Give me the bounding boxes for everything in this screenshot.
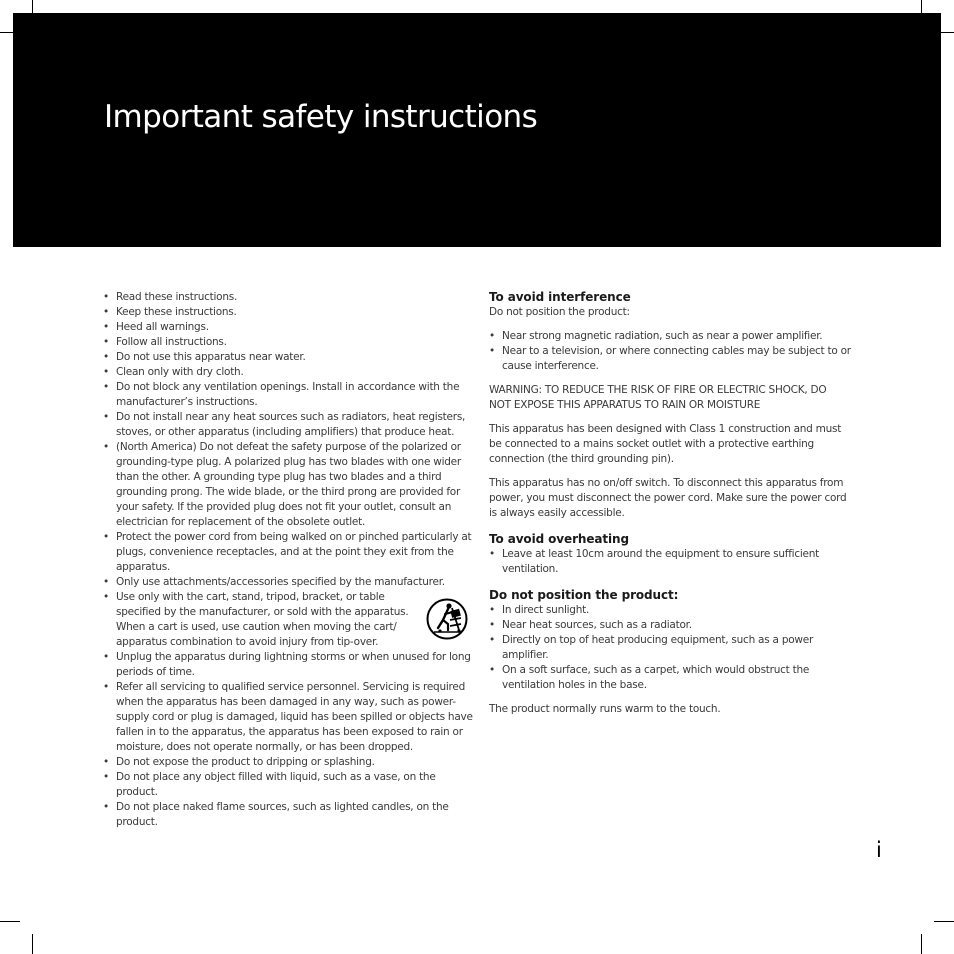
list-item: • Do not install near any heat sources such as radiators, heat registers, stoves, or other apparatus (including amplifiers) that produce heat. (103, 410, 473, 440)
position-list (489, 603, 851, 693)
list-item: • Refer all servicing to qualified service personnel. Servicing is required when the apparatus has been damaged in any way, such as power-supply cord or plug is damaged, liquid has been spilled or objects have fallen in to the apparatus, the apparatus has been exposed to rain or moisture, does not operate normally, or has been dropped. (103, 680, 473, 755)
cart-tipover-warning-icon (426, 598, 468, 640)
crop-mark (32, 934, 33, 954)
list-item: • Keep these instructions. (103, 305, 473, 320)
crop-mark (934, 921, 954, 922)
page-title: Important safety instructions (104, 99, 538, 135)
header-banner (13, 13, 941, 247)
list-item-text: Use only with the cart, stand, tripod, bracket, or table specified by the manufacturer, or sold with the apparatus. When a cart is used, use caution when moving the cart/ apparatus combination to avoid injury from tip-over. (116, 591, 409, 648)
crop-mark (921, 934, 922, 954)
interference-list (489, 329, 851, 374)
page-number: i (876, 838, 882, 862)
left-column (103, 290, 473, 830)
list-item-cart (103, 590, 473, 650)
list-item: • (North America) Do not defeat the safety purpose of the polarized or grounding-type plug. A polarized plug has two blades with one wider than the other. A grounding type plug has two blades and a third grounding prong. The wide blade, or the third prong are provided for your safety. If the provided plug does not fit your outlet, consult an electrician for replacement of the obsolete outlet. (103, 440, 473, 530)
list-item: • Near to a television, or where connecting cables may be subject to or cause interference. (489, 344, 851, 374)
warning-text: WARNING: TO REDUCE THE RISK OF FIRE OR ELECTRIC SHOCK, DO NOT EXPOSE THIS APPARATUS TO RAIN OR MOISTURE (489, 384, 827, 411)
list-item: • Protect the power cord from being walked on or pinched particularly at plugs, convenience receptacles, and at the point they exit from the apparatus. (103, 530, 473, 575)
list-item: • Do not block any ventilation openings. Install in accordance with the manufacturer’s instructions. (103, 380, 473, 410)
interference-intro: Do not position the product: (489, 306, 630, 318)
list-item: • Unplug the apparatus during lightning storms or when unused for long periods of time. (103, 650, 473, 680)
overheating-heading: To avoid overheating (489, 532, 629, 546)
list-item: • Read these instructions. (103, 290, 473, 305)
position-heading: Do not position the product: (489, 588, 679, 602)
list-item: • On a soft surface, such as a carpet, which would obstruct the ventilation holes in the base. (489, 663, 851, 693)
list-item: • Do not expose the product to dripping or splashing. (103, 755, 473, 770)
list-item: • Do not place naked flame sources, such as lighted candles, on the product. (103, 800, 473, 830)
closing-paragraph: The product normally runs warm to the touch. (489, 703, 721, 715)
list-item: • Directly on top of heat producing equipment, such as a power amplifier. (489, 633, 851, 663)
list-item: • Do not place any object filled with liquid, such as a vase, on the product. (103, 770, 473, 800)
list-item: • Leave at least 10cm around the equipment to ensure sufficient ventilation. (489, 547, 851, 577)
list-item: • Near heat sources, such as a radiator. (489, 618, 851, 633)
list-item: • Do not use this apparatus near water. (103, 350, 473, 365)
list-item: • Heed all warnings. (103, 320, 473, 335)
class1-paragraph: This apparatus has been designed with Class 1 construction and must be connected to a mains socket outlet with a protective earthing connection (the third grounding pin). (489, 423, 842, 465)
right-column (489, 290, 851, 717)
power-paragraph: This apparatus has no on/off switch. To disconnect this apparatus from power, you must disconnect the power cord. Make sure the power cord is always easily accessible. (489, 477, 847, 519)
safety-list (103, 290, 473, 830)
crop-mark (0, 921, 20, 922)
list-item: • Follow all instructions. (103, 335, 473, 350)
overheating-list (489, 547, 851, 577)
list-item: • Near strong magnetic radiation, such as near a power amplifier. (489, 329, 851, 344)
list-item: • Only use attachments/accessories specified by the manufacturer. (103, 575, 473, 590)
list-item: • Clean only with dry cloth. (103, 365, 473, 380)
list-item: • In direct sunlight. (489, 603, 851, 618)
interference-heading: To avoid interference (489, 290, 631, 304)
